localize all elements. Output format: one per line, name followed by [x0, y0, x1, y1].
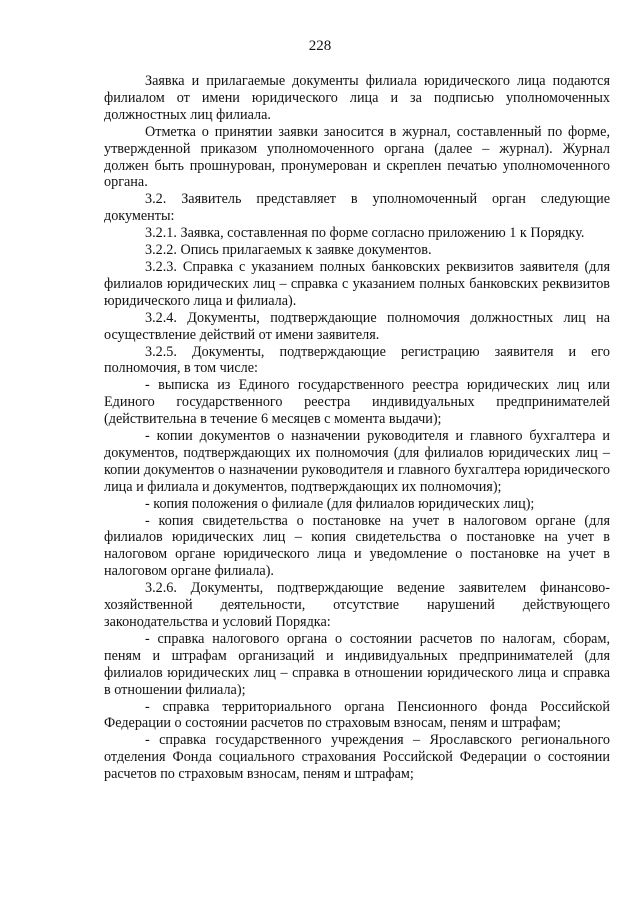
list-item-registry-extract: - выписка из Единого государственного реестра юридических лиц или Единого государственного реестра индивидуальных предпринимателей (действительна в течение 6 месяцев с момента выдачи); [104, 377, 610, 428]
paragraph-journal-note: Отметка о принятии заявки заносится в журнал, составленный по форме, утвержденной приказом уполномоченного органа (далее – журнал). Журнал должен быть прошнурован, пронумерован и скреплен печатью уполномоченного органа. [104, 123, 610, 191]
paragraph-3-2-4: 3.2.4. Документы, подтверждающие полномочия должностных лиц на осуществление действий от имени заявителя. [104, 309, 610, 343]
list-item-branch-regulation: - копия положения о филиале (для филиалов юридических лиц); [145, 495, 535, 512]
paragraph-3-2-1: 3.2.1. Заявка, составленная по форме согласно приложению 1 к Порядку. [145, 225, 585, 242]
page-number: 228 [308, 38, 332, 54]
paragraph-3-2: 3.2. Заявитель представляет в уполномоченный орган следующие документы: [104, 191, 610, 225]
body-text [104, 73, 610, 783]
paragraph-3-2-5: 3.2.5. Документы, подтверждающие регистрацию заявителя и его полномочия, в том числе: [104, 343, 610, 377]
list-item-tax-registration: - копия свидетельства о постановке на учет в налоговом органе (для филиалов юридических лиц – копия свидетельства о постановке на учет в налоговом органе юридического лица и уведомление о постановке на учет в налоговом органе филиала). [104, 512, 610, 580]
paragraph-3-2-6: 3.2.6. Документы, подтверждающие ведение заявителем финансово-хозяйственной деятельности, отсутствие нарушений действующего законодательства и условий Порядка: [104, 580, 610, 630]
paragraph-3-2-2: 3.2.2. Опись прилагаемых к заявке документов. [145, 242, 432, 259]
list-item-social-insurance-certificate: - справка государственного учреждения – Ярославского регионального отделения Фонда социального страхования Российской Федерации о состоянии расчетов по страховым взносам, пеням и штрафам; [104, 732, 610, 783]
list-item-tax-certificate: - справка налогового органа о состоянии расчетов по налогам, сборам, пеням и штрафам организаций и индивидуальных предпринимателей (для филиалов юридических лиц – справка в отношении юридического лица и справка в отношении филиала); [104, 630, 610, 698]
paragraph-3-2-3: 3.2.3. Справка с указанием полных банковских реквизитов заявителя (для филиалов юридических лиц – справка с указанием полных банковских реквизитов юридического лица и филиала). [104, 258, 610, 309]
list-item-appointment-copies: - копии документов о назначении руководителя и главного бухгалтера и документов, подтверждающих их полномочия (для филиалов юридических лиц – копии документов о назначении руководителя и главного бухгалтера юридического лица и филиала и документов, подтверждающих их полномочия); [104, 428, 610, 495]
paragraph-branch-application: Заявка и прилагаемые документы филиала юридического лица подаются филиалом от имени юридического лица и за подписью уполномоченных должностных лиц филиала. [104, 73, 610, 123]
list-item-pension-fund-certificate: - справка территориального органа Пенсионного фонда Российской Федерации о состоянии расчетов по страховым взносам, пеням и штрафам; [104, 698, 610, 732]
